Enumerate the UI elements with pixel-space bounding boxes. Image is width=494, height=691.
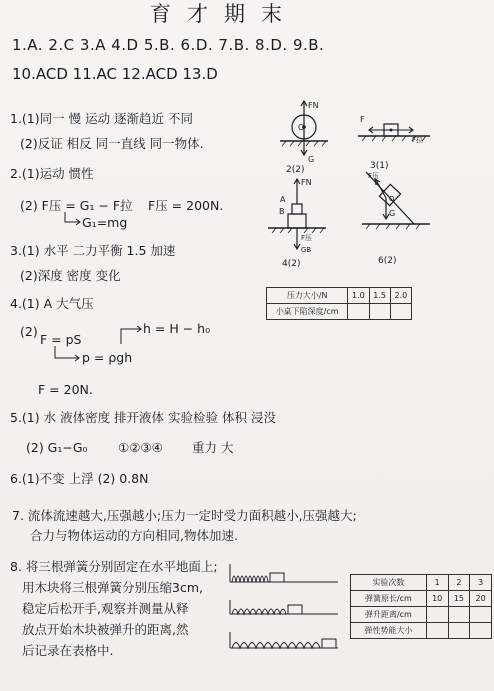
q5-line-2-answer: 重力 大: [192, 440, 234, 455]
q5-line-2-order: ①②③④: [118, 440, 163, 455]
table-cell: [448, 623, 470, 639]
figure-2-2: [276, 96, 336, 176]
table-cell: 3: [470, 575, 492, 591]
fig2-g-label: G: [308, 155, 315, 164]
q5-line-1: 5.(1) 水 液体密度 排开液体 实验检验 体积 浸没: [10, 410, 276, 425]
table-cell: 10: [426, 591, 448, 607]
fig3-caption: 3(1): [370, 161, 389, 171]
table-cell: 1: [426, 575, 448, 591]
q4-arrow-2: [52, 346, 82, 364]
table-cell: [470, 623, 492, 639]
q8-line-2: 用木块将三根弹簧分别压缩3cm,: [22, 580, 203, 595]
table-cell: 弹簧原长/cm: [351, 591, 427, 607]
fig6-caption: 6(2): [378, 256, 397, 266]
table-cell: 1.5: [369, 288, 390, 304]
table-row: [351, 623, 492, 639]
fig6-o-label: O: [389, 195, 395, 203]
q1-line-1: 1.(1)同一 慢 运动 逐渐趋近 不同: [10, 111, 194, 126]
figure-6-2: [356, 158, 436, 270]
q7-line-1: 7. 流体流速越大,压强越小;压力一定时受力面积越小,压强越大;: [12, 508, 357, 523]
q8-line-4: 放点开始木块被弹升的距离,然: [22, 622, 189, 637]
q2-line-2-result: F压 = 200N.: [148, 198, 224, 213]
fig2-caption: 2(2): [286, 165, 305, 175]
choice-answers-line-1: 1.A. 2.C 3.A 4.D 5.B. 6.D. 7.B. 8.D. 9.B.: [12, 36, 325, 54]
table-cell: 小桌下陷深度/cm: [267, 304, 348, 320]
q2-arrow: [62, 212, 82, 226]
fig2-o-label: O: [298, 123, 305, 132]
table-row: [267, 288, 412, 304]
q8-line-5: 后记录在表格中.: [22, 643, 114, 658]
q4-formula-3: p = ρgh: [82, 350, 133, 365]
q2-line-3: G₁=mg: [82, 215, 128, 230]
q8-line-3: 稳定后松开手,观察并测量从释: [22, 601, 189, 616]
table-cell: 实验次数: [351, 575, 427, 591]
table-cell: 20: [470, 591, 492, 607]
q4-formula-2: h = H − h₀: [143, 321, 211, 336]
table-row: [267, 304, 412, 320]
table-cell: 1.0: [348, 288, 369, 304]
q3-line-1: 3.(1) 水平 二力平衡 1.5 加速: [10, 243, 176, 258]
fig6-fy-label: F压: [368, 172, 380, 180]
q1-line-2: (2)反证 相反 同一直线 同一物体.: [20, 136, 204, 151]
q4-formula-1: F = pS: [40, 332, 82, 347]
q2-line-2-formula: (2) F压 = G₁ − F拉: [20, 198, 133, 213]
figure-4-2: [266, 170, 336, 270]
fig6-g-label: G: [389, 209, 396, 218]
fig4-fy-label: F压: [301, 234, 313, 242]
spring-table: [350, 574, 492, 639]
q4-formula-4: F = 20N.: [38, 382, 93, 397]
q8-line-1: 8. 将三根弹簧分别固定在水平地面上;: [10, 559, 218, 574]
table-row: [351, 575, 492, 591]
table-cell: [426, 623, 448, 639]
table-cell: 弹升距离/cm: [351, 607, 427, 623]
table-cell: 压力大小/N: [267, 288, 348, 304]
q6-line-1: 6.(1)不变 上浮 (2) 0.8N: [10, 471, 149, 486]
fig4-caption: 4(2): [282, 259, 301, 269]
fig-block-fd-label: F拉: [412, 136, 424, 144]
choice-answers-line-2: 10.ACD 11.AC 12.ACD 13.D: [12, 65, 218, 83]
q2-line-1: 2.(1)运动 惯性: [10, 166, 94, 181]
table-cell: [390, 304, 411, 320]
fig4-a-label: A: [280, 195, 286, 204]
table-cell: 2: [448, 575, 470, 591]
table-cell: [470, 607, 492, 623]
fig4-fn-label: FN: [301, 178, 312, 187]
table-cell: 15: [448, 591, 470, 607]
q4-line-1: 4.(1) A 大气压: [10, 296, 94, 311]
q5-line-2-formula: (2) G₁−G₀: [26, 440, 88, 455]
table-cell: 弹性势能大小: [351, 623, 427, 639]
table-row: [351, 591, 492, 607]
page-title: 育才期末: [150, 2, 298, 26]
q3-line-2: (2)深度 密度 变化: [20, 268, 121, 283]
q7-line-2: 合力与物体运动的方向相同,物体加速.: [30, 528, 238, 543]
table-cell: [369, 304, 390, 320]
table-cell: [426, 607, 448, 623]
q4-line-2: (2): [20, 324, 38, 339]
fig-block-f-label: F: [360, 115, 365, 124]
fig2-fn-label: FN: [308, 101, 319, 110]
table-cell: [448, 607, 470, 623]
fig4-b-label: B: [279, 207, 285, 216]
table-cell: 2.0: [390, 288, 411, 304]
spring-sketches: [226, 560, 342, 668]
q4-arrow-1: [118, 326, 144, 346]
pressure-table: [266, 287, 412, 320]
fig4-gb-label: GB: [301, 246, 312, 254]
table-cell: [348, 304, 369, 320]
table-row: [351, 607, 492, 623]
figure-block-friction: [356, 108, 436, 148]
